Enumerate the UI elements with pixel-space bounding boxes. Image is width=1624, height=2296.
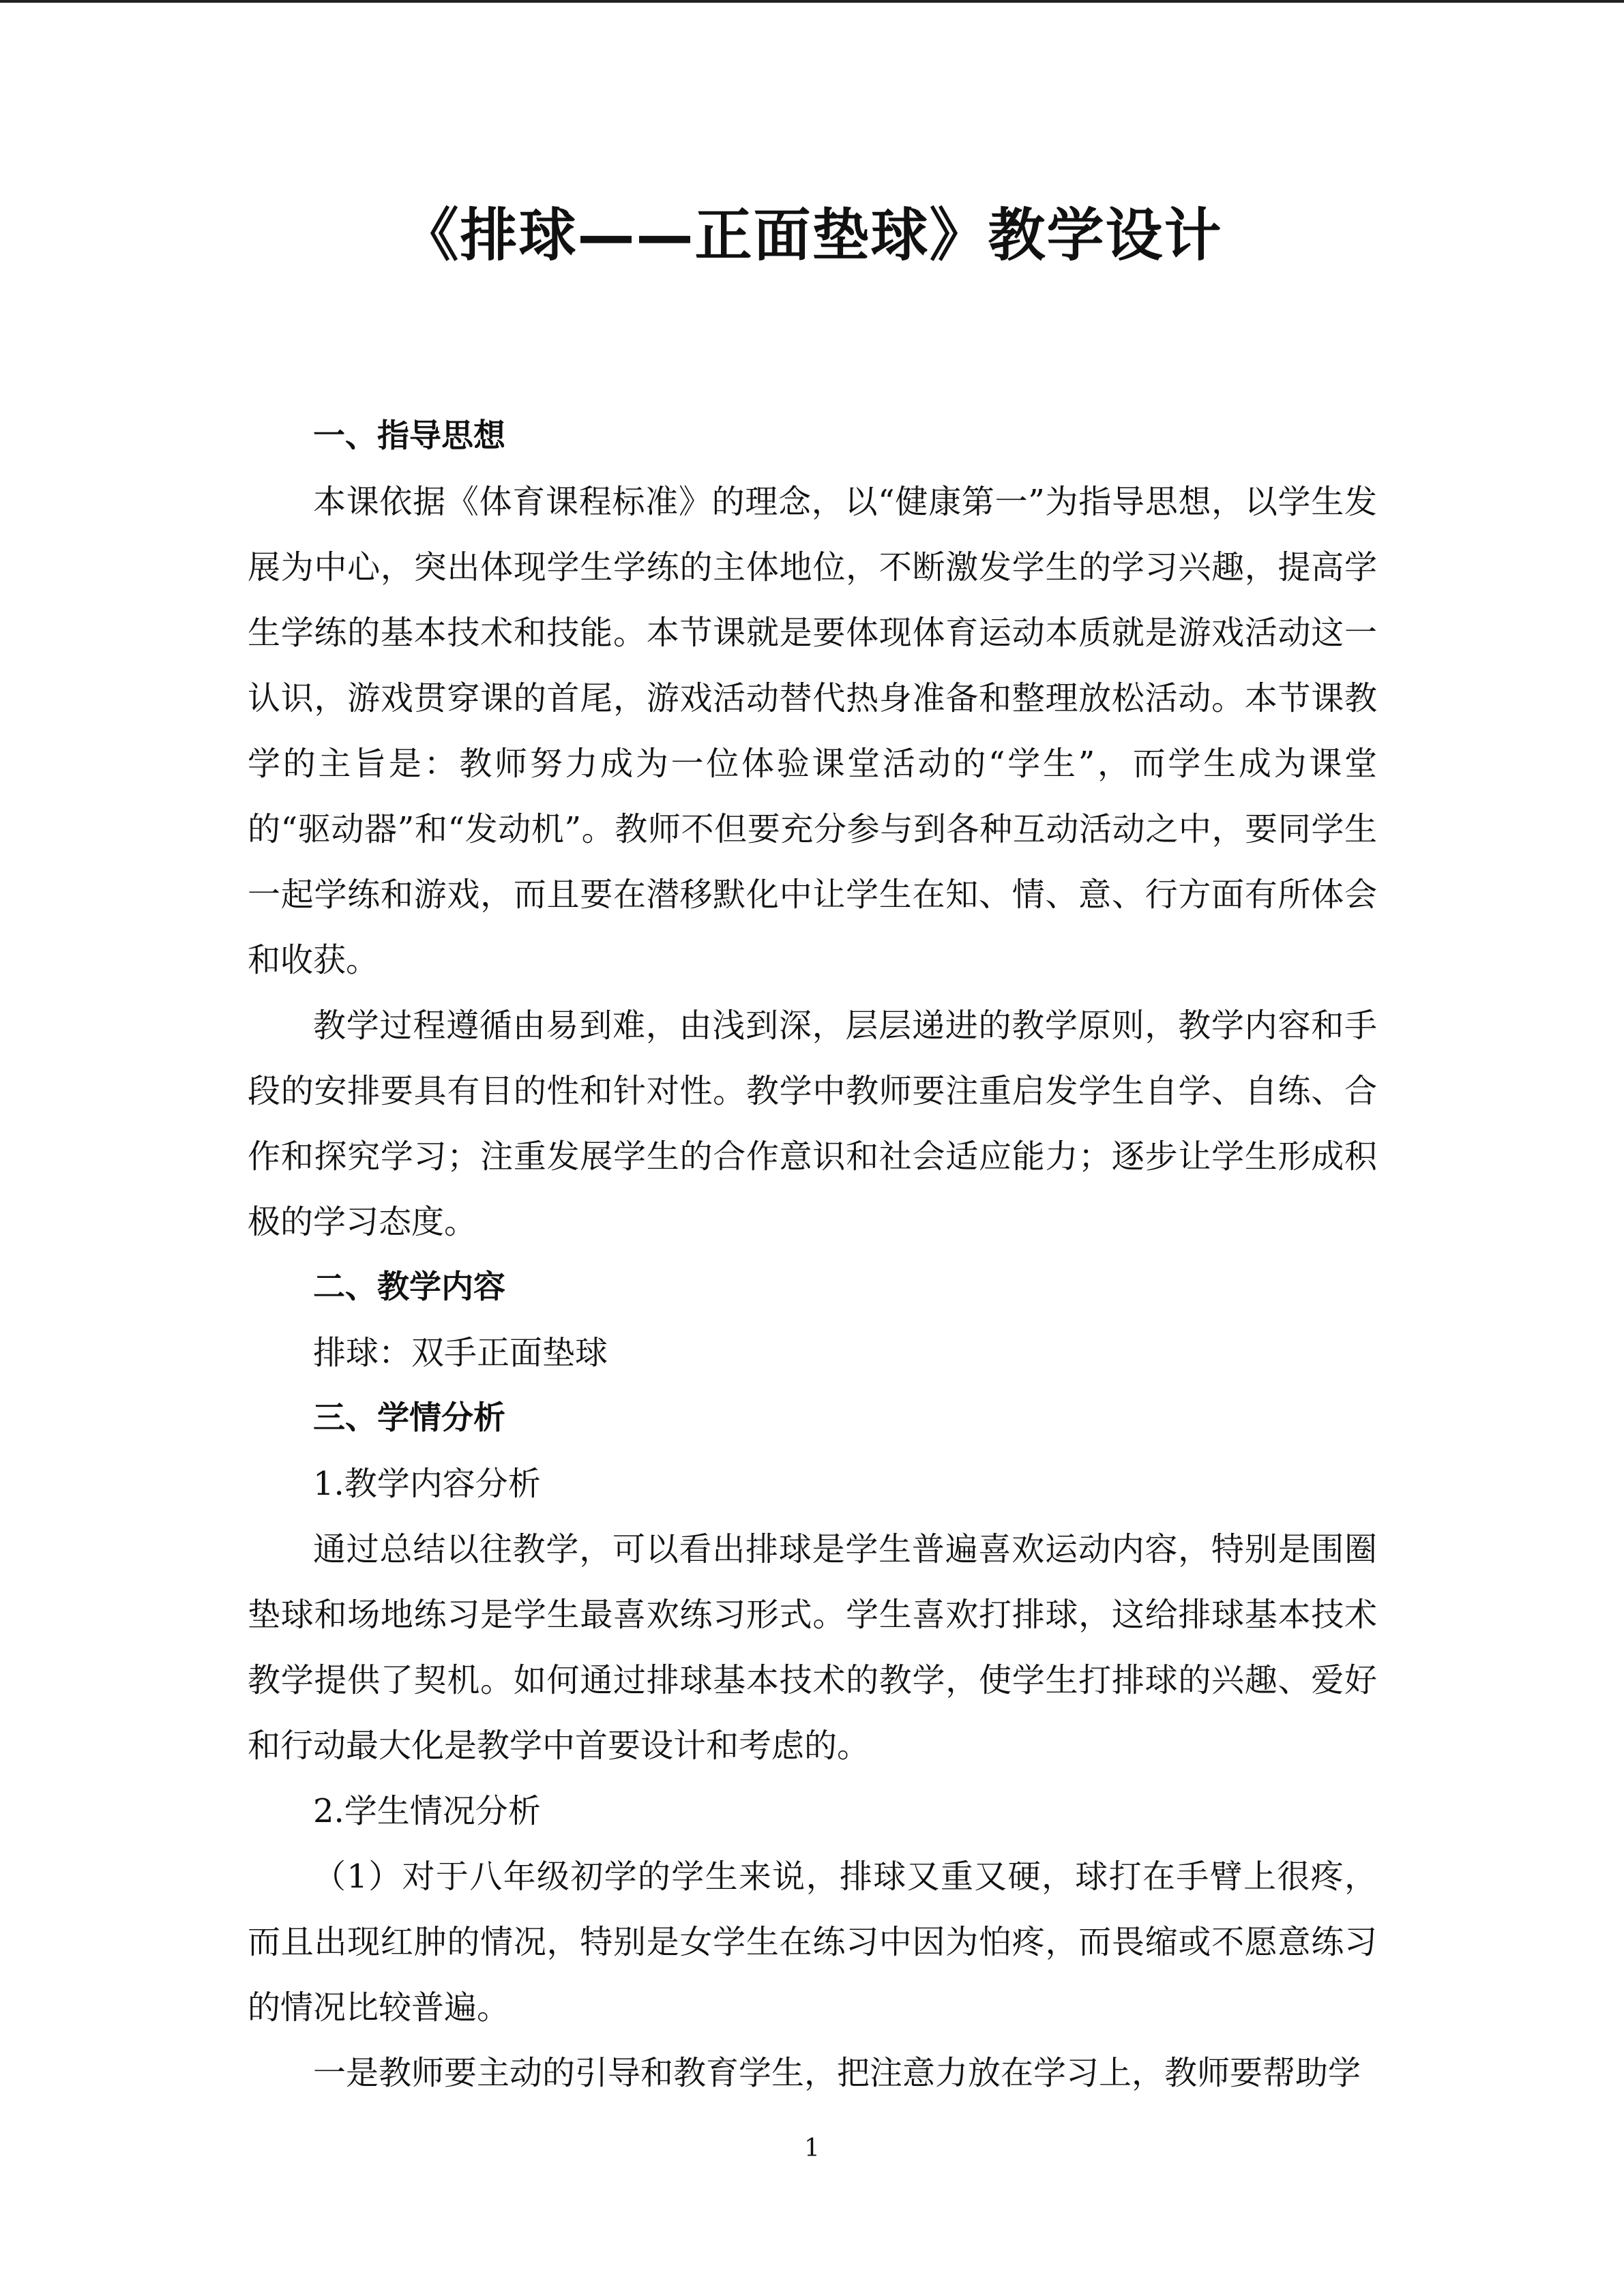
page-top-border xyxy=(0,0,1624,3)
paragraph-teaching-content: 排球：双手正面垫球 xyxy=(313,1334,608,1372)
document-body xyxy=(248,404,1377,2106)
paragraph-student-analysis-1: （1）对于八年级初学的学生来说，排球又重又硬，球打在手臂上很疼，而且出现红肿的情况，特别是女学生在练习中因为怕疼，而畏缩或不愿意练习的情况比较普遍。 xyxy=(248,1858,1377,2027)
paragraph-guiding-ideology-2: 教学过程遵循由易到难，由浅到深，层层递进的教学原则，教学内容和手段的安排要具有目的性和针对性。教学中教师要注重启发学生自学、自练、合作和探究学习；注重发展学生的合作意识和社会适应能力；逐步让学生形成积极的学习态度。 xyxy=(248,1007,1377,1241)
page-number: 1 xyxy=(804,2134,820,2162)
page-title: 《排球——正面垫球》教学设计 xyxy=(401,202,1223,269)
section-heading-teaching-content: 二、教学内容 xyxy=(313,1268,505,1306)
section-heading-guiding-ideology: 一、指导思想 xyxy=(313,417,505,455)
section-heading-learning-analysis: 三、学情分析 xyxy=(313,1399,505,1437)
subheading-student-analysis: 2.学生情况分析 xyxy=(313,1792,541,1830)
paragraph-student-analysis-2: 一是教师要主动的引导和教育学生，把注意力放在学习上，教师要帮助学 xyxy=(313,2054,1361,2092)
paragraph-content-analysis: 通过总结以往教学，可以看出排球是学生普遍喜欢运动内容，特别是围圈垫球和场地练习是学生最喜欢练习形式。学生喜欢打排球，这给排球基本技术教学提供了契机。如何通过排球基本技术的教学，使学生打排球的兴趣、爱好和行动最大化是教学中首要设计和考虑的。 xyxy=(248,1530,1377,1765)
subheading-content-analysis: 1.教学内容分析 xyxy=(313,1465,541,1503)
paragraph-guiding-ideology-1: 本课依据《体育课程标准》的理念，以“健康第一”为指导思想，以学生发展为中心，突出体现学生学练的主体地位，不断激发学生的学习兴趣，提高学生学练的基本技术和技能。本节课就是要体现体育运动本质就是游戏活动这一认识，游戏贯穿课的首尾，游戏活动替代热身准备和整理放松活动。本节课教学的主旨是：教师努力成为一位体验课堂活动的“学生”，而学生成为课堂的“驱动器”和“发动机”。教师不但要充分参与到各种互动活动之中，要同学生一起学练和游戏，而且要在潜移默化中让学生在知、情、意、行方面有所体会和收获。 xyxy=(248,483,1377,979)
